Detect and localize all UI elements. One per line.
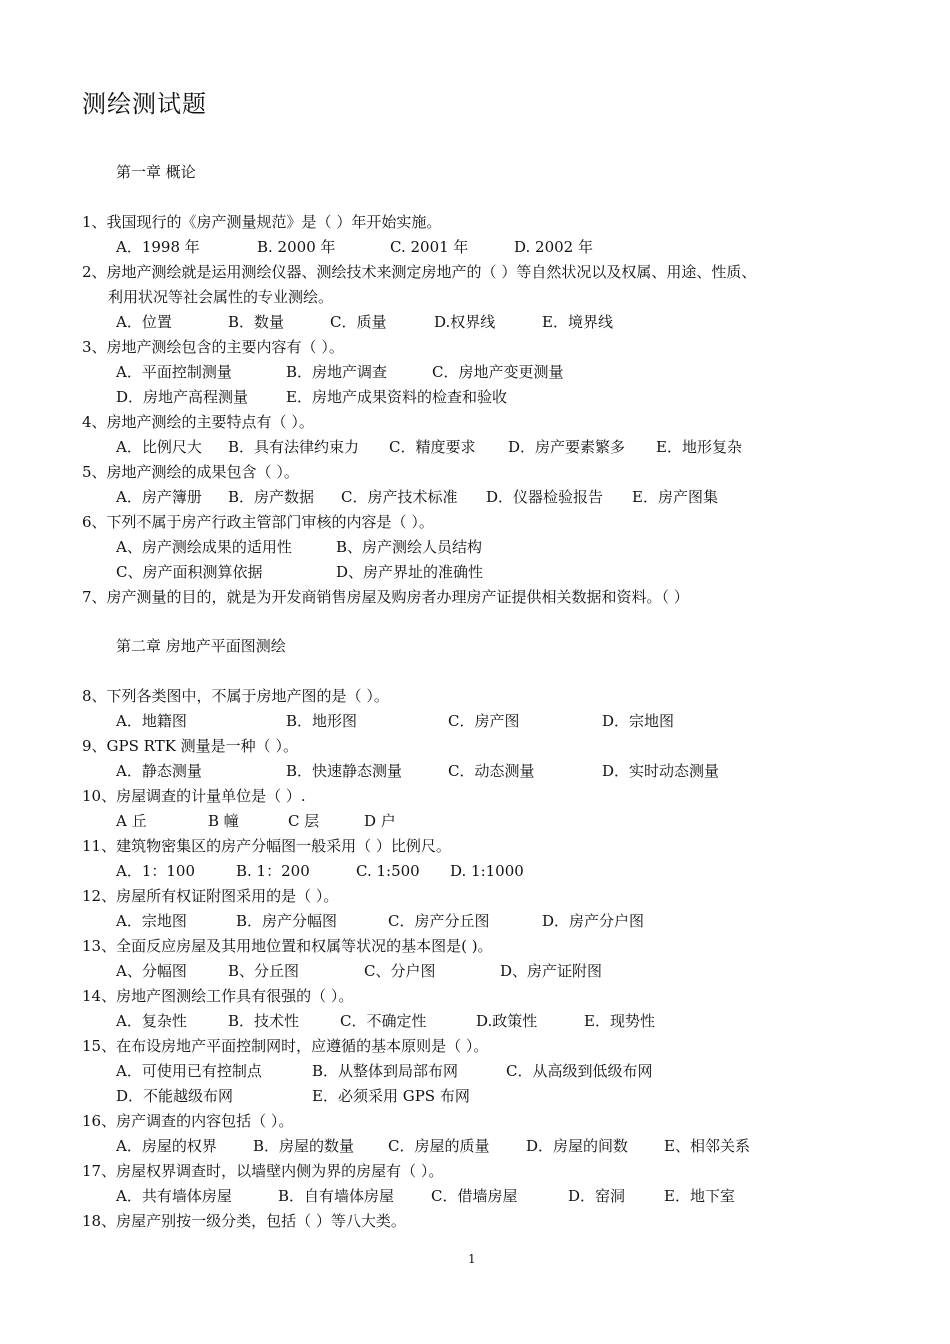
option: C．质量 — [330, 313, 387, 331]
option: C．借墙房屋 — [431, 1187, 518, 1205]
option: D、房产界址的准确性 — [336, 563, 484, 581]
question-text: 12、房屋所有权证附图采用的是（ ）。 — [82, 887, 339, 905]
option: E．现势性 — [584, 1012, 655, 1030]
question-text: 17、房屋权界调查时，以墙壁内侧为界的房屋有（ ）。 — [82, 1162, 444, 1180]
option: A．共有墙体房屋 — [116, 1187, 232, 1205]
option: D．房屋的间数 — [526, 1137, 629, 1155]
option: B. 2000 年 — [257, 238, 336, 256]
question-text: 13、全面反应房屋及其用地位置和权属等状况的基本图是( )。 — [82, 937, 493, 955]
option: B．从整体到局部布网 — [312, 1062, 459, 1080]
option: B、房产测绘人员结构 — [336, 538, 483, 556]
option: C．房产技术标准 — [341, 488, 458, 506]
option: B．地形图 — [286, 712, 358, 730]
option: C、房产面积测算依据 — [116, 563, 263, 581]
option: D．房地产高程测量 — [116, 388, 249, 406]
page-number: 1 — [468, 1252, 476, 1266]
question-text-continued: 利用状况等社会属性的专业测绘。 — [108, 288, 334, 306]
option: E．地形复杂 — [656, 438, 742, 456]
option: B、分丘图 — [228, 962, 300, 980]
option: A．复杂性 — [116, 1012, 187, 1030]
question-text: 10、房屋调查的计量单位是（ ）. — [82, 787, 306, 805]
option: C. 1:500 — [356, 862, 420, 880]
option: C、分户图 — [364, 962, 436, 980]
question-text: 6、下列不属于房产行政主管部门审核的内容是（ ）。 — [82, 513, 434, 531]
option: D．仪器检验报告 — [486, 488, 604, 506]
option: C．房产图 — [448, 712, 520, 730]
option: D. 1:1000 — [450, 862, 524, 880]
option: D.政策性 — [476, 1012, 538, 1030]
option: B．技术性 — [228, 1012, 300, 1030]
option: C．从高级到低级布网 — [506, 1062, 653, 1080]
option: A．房产簿册 — [116, 488, 202, 506]
option: B．自有墙体房屋 — [278, 1187, 395, 1205]
chapter-heading: 第一章 概论 — [116, 163, 196, 181]
option: E．必须采用 GPS 布网 — [312, 1087, 470, 1105]
option: D.权界线 — [434, 313, 496, 331]
option: B．数量 — [228, 313, 285, 331]
option: A．平面控制测量 — [116, 363, 232, 381]
option: C 层 — [288, 812, 320, 830]
option: E．地下室 — [664, 1187, 735, 1205]
option: B．房产分幅图 — [236, 912, 338, 930]
option: A．房屋的权界 — [116, 1137, 217, 1155]
option: D 户 — [364, 812, 396, 830]
option: A．可使用已有控制点 — [116, 1062, 262, 1080]
question-text: 16、房产调查的内容包括（ ）。 — [82, 1112, 294, 1130]
question-text: 15、在布设房地产平面控制网时，应遵循的基本原则是（ ）。 — [82, 1037, 489, 1055]
option: A、房产测绘成果的适用性 — [116, 538, 292, 556]
option: B．房屋的数量 — [253, 1137, 355, 1155]
option: A 丘 — [116, 812, 147, 830]
option: A．静态测量 — [116, 762, 202, 780]
option: D．房产分户图 — [542, 912, 645, 930]
question-text: 8、下列各类图中，不属于房地产图的是（ ）。 — [82, 687, 389, 705]
question-text: 3、房地产测绘包含的主要内容有（ ）。 — [82, 338, 344, 356]
option: A．位置 — [116, 313, 172, 331]
option: B．房产数据 — [228, 488, 315, 506]
option: D．房产要素繁多 — [508, 438, 626, 456]
question-text: 14、房地产图测绘工作具有很强的（ ）。 — [82, 987, 354, 1005]
option: B．快速静态测量 — [286, 762, 403, 780]
option: A．地籍图 — [116, 712, 187, 730]
page-title: 测绘测试题 — [82, 90, 207, 118]
option: D．宗地图 — [602, 712, 675, 730]
option: E．房地产成果资料的检查和验收 — [286, 388, 507, 406]
question-text: 7、房产测量的目的，就是为开发商销售房屋及购房者办理房产证提供相关数据和资料。（ ） — [82, 588, 689, 606]
question-text: 9、GPS RTK 测量是一种（ ）。 — [82, 737, 298, 755]
option: B. 1：200 — [236, 862, 310, 880]
question-text: 5、房地产测绘的成果包含（ ）。 — [82, 463, 299, 481]
question-text: 2、房地产测绘就是运用测绘仪器、测绘技术来测定房地产的（ ）等自然状况以及权属、用途、性质、 — [82, 263, 757, 281]
option: D．实时动态测量 — [602, 762, 720, 780]
option: C．房屋的质量 — [388, 1137, 490, 1155]
option: C．不确定性 — [340, 1012, 427, 1030]
chapter-heading: 第二章 房地产平面图测绘 — [116, 637, 286, 655]
option: D．窑洞 — [568, 1187, 626, 1205]
question-text: 4、房地产测绘的主要特点有（ ）。 — [82, 413, 314, 431]
option: D．不能越级布网 — [116, 1087, 234, 1105]
option: B 幢 — [208, 812, 239, 830]
option: C．动态测量 — [448, 762, 535, 780]
question-text: 18、房屋产别按一级分类，包括（ ）等八大类。 — [82, 1212, 406, 1230]
option: D. 2002 年 — [514, 238, 593, 256]
option: E．境界线 — [542, 313, 613, 331]
option: A．比例尺大 — [116, 438, 202, 456]
option: C．房地产变更测量 — [432, 363, 564, 381]
option: E、相邻关系 — [664, 1137, 750, 1155]
option: E．房产图集 — [632, 488, 718, 506]
option: C. 2001 年 — [390, 238, 469, 256]
question-text: 1、我国现行的《房产测量规范》是（ ）年开始实施。 — [82, 213, 442, 231]
question-text: 11、建筑物密集区的房产分幅图一般采用（ ）比例尺。 — [82, 837, 451, 855]
option: B．房地产调查 — [286, 363, 388, 381]
option: A．1：100 — [116, 862, 196, 880]
option: A．1998 年 — [116, 238, 200, 256]
option: A、分幅图 — [116, 962, 187, 980]
option: A．宗地图 — [116, 912, 187, 930]
option: C．房产分丘图 — [388, 912, 490, 930]
option: C．精度要求 — [389, 438, 476, 456]
option: B．具有法律约束力 — [228, 438, 360, 456]
option: D、房产证附图 — [500, 962, 603, 980]
